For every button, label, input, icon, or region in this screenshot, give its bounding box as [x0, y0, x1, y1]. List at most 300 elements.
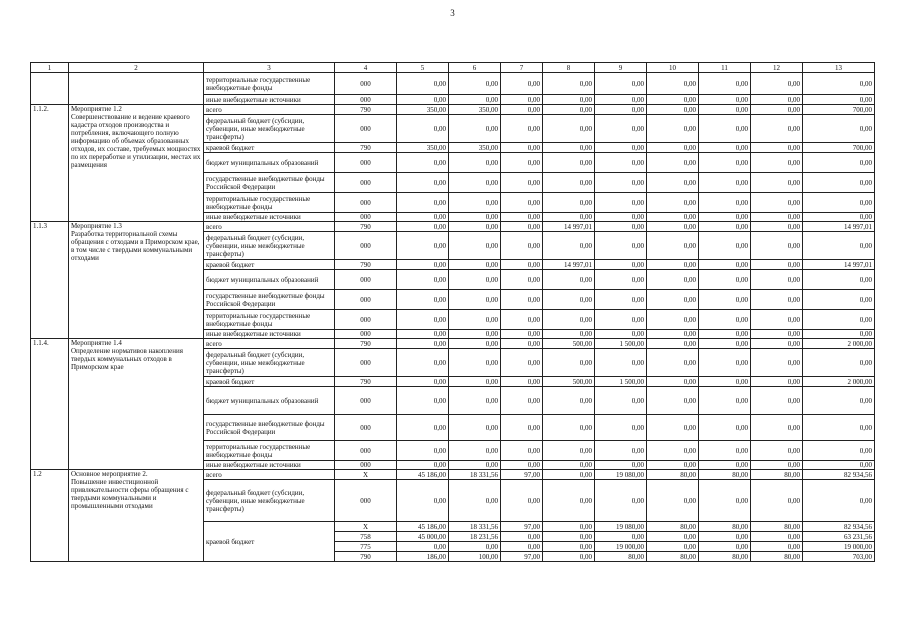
funding-source: иные внебюджетные источники — [204, 330, 335, 339]
amount-cell: 0,00 — [449, 387, 501, 415]
amount-cell: 0,00 — [501, 95, 543, 105]
amount-cell: 0,00 — [501, 349, 543, 377]
amount-cell: 0,00 — [501, 532, 543, 542]
amount-cell: 0,00 — [543, 532, 595, 542]
amount-cell: 0,00 — [803, 330, 875, 339]
funding-source: иные внебюджетные источники — [204, 461, 335, 470]
amount-cell: 0,00 — [647, 290, 699, 310]
amount-cell: 0,00 — [501, 387, 543, 415]
budget-code: 790 — [335, 222, 397, 232]
amount-cell: 0,00 — [501, 461, 543, 470]
amount-cell: 18 331,56 — [449, 470, 501, 480]
amount-cell: 0,00 — [543, 552, 595, 562]
budget-code: 000 — [335, 232, 397, 260]
amount-cell: 0,00 — [751, 173, 803, 193]
amount-cell: 0,00 — [543, 470, 595, 480]
amount-cell: 0,00 — [803, 461, 875, 470]
amount-cell: 0,00 — [803, 415, 875, 441]
amount-cell: 0,00 — [751, 310, 803, 330]
amount-cell: 18 231,56 — [449, 532, 501, 542]
amount-cell: 0,00 — [397, 95, 449, 105]
amount-cell: 0,00 — [501, 415, 543, 441]
amount-cell: 0,00 — [751, 532, 803, 542]
budget-code: 000 — [335, 173, 397, 193]
budget-code: 000 — [335, 115, 397, 143]
amount-cell: 80,00 — [647, 522, 699, 532]
amount-cell: 0,00 — [803, 480, 875, 522]
funding-source: всего — [204, 470, 335, 480]
amount-cell: 80,00 — [751, 470, 803, 480]
table-row — [31, 105, 875, 115]
amount-cell: 0,00 — [501, 480, 543, 522]
amount-cell: 0,00 — [501, 143, 543, 153]
amount-cell: 0,00 — [543, 153, 595, 173]
amount-cell: 0,00 — [751, 349, 803, 377]
item-number: 1.1.3 — [31, 222, 69, 339]
budget-code: 000 — [335, 95, 397, 105]
amount-cell: 350,00 — [449, 105, 501, 115]
amount-cell: 0,00 — [397, 310, 449, 330]
amount-cell: 500,00 — [543, 377, 595, 387]
amount-cell: 0,00 — [595, 153, 647, 173]
budget-code: 000 — [335, 213, 397, 222]
amount-cell: 0,00 — [699, 330, 751, 339]
column-header: 4 — [335, 63, 397, 73]
amount-cell: 0,00 — [647, 173, 699, 193]
amount-cell: 0,00 — [543, 232, 595, 260]
amount-cell: 18 331,56 — [449, 522, 501, 532]
funding-source: краевой бюджет — [204, 377, 335, 387]
amount-cell: 0,00 — [647, 310, 699, 330]
amount-cell: 0,00 — [449, 232, 501, 260]
amount-cell: 0,00 — [751, 143, 803, 153]
amount-cell: 14 997,01 — [803, 222, 875, 232]
item-number: 1.1.2. — [31, 105, 69, 222]
funding-source: федеральный бюджет (субсидии, субвенции, иные межбюджетные трансферты) — [204, 480, 335, 522]
amount-cell: 0,00 — [449, 290, 501, 310]
amount-cell: 0,00 — [647, 213, 699, 222]
amount-cell: 0,00 — [449, 193, 501, 213]
amount-cell: 0,00 — [543, 213, 595, 222]
amount-cell: 97,00 — [501, 552, 543, 562]
amount-cell: 0,00 — [647, 115, 699, 143]
amount-cell: 0,00 — [751, 213, 803, 222]
amount-cell: 0,00 — [595, 115, 647, 143]
funding-source: иные внебюджетные источники — [204, 213, 335, 222]
budget-code: 000 — [335, 330, 397, 339]
amount-cell: 0,00 — [397, 441, 449, 461]
amount-cell: 82 934,56 — [803, 522, 875, 532]
amount-cell: 0,00 — [397, 232, 449, 260]
amount-cell: 0,00 — [647, 153, 699, 173]
amount-cell: 0,00 — [449, 95, 501, 105]
amount-cell: 0,00 — [501, 115, 543, 143]
amount-cell: 0,00 — [751, 222, 803, 232]
amount-cell: 0,00 — [803, 193, 875, 213]
amount-cell: 0,00 — [543, 73, 595, 95]
funding-source: всего — [204, 339, 335, 349]
column-header: 6 — [449, 63, 501, 73]
budget-code: 790 — [335, 143, 397, 153]
amount-cell: 0,00 — [803, 349, 875, 377]
amount-cell: 0,00 — [397, 349, 449, 377]
cont-num-cell — [31, 73, 69, 105]
amount-cell: 0,00 — [501, 270, 543, 290]
amount-cell: 0,00 — [699, 310, 751, 330]
amount-cell: 80,00 — [647, 552, 699, 562]
amount-cell: 0,00 — [449, 415, 501, 441]
amount-cell: 0,00 — [543, 542, 595, 552]
amount-cell: 0,00 — [501, 339, 543, 349]
amount-cell: 2 000,00 — [803, 377, 875, 387]
amount-cell: 0,00 — [751, 153, 803, 173]
amount-cell: 0,00 — [699, 542, 751, 552]
amount-cell: 703,00 — [803, 552, 875, 562]
budget-code: 000 — [335, 270, 397, 290]
amount-cell: 0,00 — [397, 222, 449, 232]
amount-cell: 0,00 — [449, 349, 501, 377]
budget-code: 000 — [335, 193, 397, 213]
amount-cell: 0,00 — [501, 232, 543, 260]
amount-cell: 0,00 — [595, 95, 647, 105]
amount-cell: 0,00 — [543, 193, 595, 213]
funding-source: государственные внебюджетные фонды Российской Федерации — [204, 415, 335, 441]
amount-cell: 0,00 — [751, 270, 803, 290]
funding-source: территориальные государственные внебюджетные фонды — [204, 193, 335, 213]
amount-cell: 0,00 — [595, 222, 647, 232]
amount-cell: 0,00 — [751, 260, 803, 270]
amount-cell: 19 080,00 — [595, 522, 647, 532]
amount-cell: 0,00 — [397, 73, 449, 95]
amount-cell: 0,00 — [803, 115, 875, 143]
amount-cell: 0,00 — [397, 173, 449, 193]
amount-cell: 0,00 — [501, 330, 543, 339]
amount-cell: 80,00 — [647, 470, 699, 480]
amount-cell: 0,00 — [699, 480, 751, 522]
amount-cell: 0,00 — [397, 339, 449, 349]
amount-cell: 0,00 — [699, 290, 751, 310]
amount-cell: 0,00 — [449, 222, 501, 232]
amount-cell: 0,00 — [699, 270, 751, 290]
amount-cell: 0,00 — [699, 105, 751, 115]
amount-cell: 0,00 — [803, 213, 875, 222]
amount-cell: 0,00 — [751, 441, 803, 461]
amount-cell: 0,00 — [699, 387, 751, 415]
amount-cell: 0,00 — [397, 270, 449, 290]
amount-cell: 0,00 — [449, 153, 501, 173]
amount-cell: 0,00 — [501, 73, 543, 95]
amount-cell: 0,00 — [449, 441, 501, 461]
table-row — [31, 339, 875, 349]
funding-source: бюджет муниципальных образований — [204, 387, 335, 415]
column-header: 12 — [751, 63, 803, 73]
amount-cell: 0,00 — [647, 480, 699, 522]
item-name: Основное мероприятие 2. Повышение инвестиционной привлекательности сферы обращения с твердыми коммунальными и промышленными отходами — [69, 470, 204, 562]
amount-cell: 97,00 — [501, 470, 543, 480]
amount-cell: 0,00 — [397, 461, 449, 470]
amount-cell: 0,00 — [595, 387, 647, 415]
amount-cell: 0,00 — [803, 73, 875, 95]
funding-source: бюджет муниципальных образований — [204, 153, 335, 173]
cont-name-cell — [69, 73, 204, 105]
amount-cell: 0,00 — [699, 73, 751, 95]
budget-code: 790 — [335, 105, 397, 115]
amount-cell: 0,00 — [699, 232, 751, 260]
budget-code: 000 — [335, 461, 397, 470]
amount-cell: 0,00 — [543, 415, 595, 441]
header-row — [31, 63, 875, 73]
budget-code: X — [335, 522, 397, 532]
amount-cell: 0,00 — [501, 213, 543, 222]
amount-cell: 0,00 — [647, 339, 699, 349]
amount-cell: 0,00 — [449, 260, 501, 270]
amount-cell: 0,00 — [501, 193, 543, 213]
amount-cell: 0,00 — [803, 441, 875, 461]
amount-cell: 0,00 — [543, 330, 595, 339]
funding-source: иные внебюджетные источники — [204, 95, 335, 105]
amount-cell: 0,00 — [699, 377, 751, 387]
funding-source: территориальные государственные внебюджетные фонды — [204, 441, 335, 461]
table-row — [31, 73, 875, 95]
amount-cell: 0,00 — [699, 95, 751, 105]
amount-cell: 0,00 — [595, 415, 647, 441]
amount-cell: 19 080,00 — [595, 470, 647, 480]
amount-cell: 0,00 — [543, 290, 595, 310]
amount-cell: 45 186,00 — [397, 522, 449, 532]
item-name: Мероприятие 1.3 Разработка территориальной схемы обращения с отходами в Приморском крае, в том числе с твердыми коммунальными отходами — [69, 222, 204, 339]
amount-cell: 0,00 — [699, 349, 751, 377]
amount-cell: 0,00 — [501, 105, 543, 115]
amount-cell: 0,00 — [751, 105, 803, 115]
amount-cell: 0,00 — [699, 173, 751, 193]
amount-cell: 0,00 — [449, 173, 501, 193]
amount-cell: 100,00 — [449, 552, 501, 562]
amount-cell: 0,00 — [751, 193, 803, 213]
amount-cell: 0,00 — [449, 461, 501, 470]
amount-cell: 0,00 — [803, 290, 875, 310]
amount-cell: 0,00 — [647, 532, 699, 542]
amount-cell: 0,00 — [397, 480, 449, 522]
amount-cell: 0,00 — [751, 95, 803, 105]
amount-cell: 0,00 — [647, 73, 699, 95]
amount-cell: 0,00 — [595, 213, 647, 222]
amount-cell: 0,00 — [449, 330, 501, 339]
amount-cell: 19 000,00 — [803, 542, 875, 552]
amount-cell: 0,00 — [751, 461, 803, 470]
amount-cell: 0,00 — [543, 270, 595, 290]
amount-cell: 0,00 — [449, 339, 501, 349]
amount-cell: 0,00 — [699, 532, 751, 542]
amount-cell: 14 997,01 — [803, 260, 875, 270]
item-number: 1.1.4. — [31, 339, 69, 470]
amount-cell: 0,00 — [543, 105, 595, 115]
funding-source: федеральный бюджет (субсидии, субвенции, иные межбюджетные трансферты) — [204, 349, 335, 377]
amount-cell: 0,00 — [803, 95, 875, 105]
amount-cell: 0,00 — [397, 415, 449, 441]
amount-cell: 0,00 — [501, 310, 543, 330]
amount-cell: 0,00 — [803, 173, 875, 193]
amount-cell: 0,00 — [751, 339, 803, 349]
amount-cell: 0,00 — [699, 143, 751, 153]
amount-cell: 0,00 — [647, 377, 699, 387]
amount-cell: 80,00 — [751, 522, 803, 532]
amount-cell: 0,00 — [595, 349, 647, 377]
amount-cell: 0,00 — [647, 349, 699, 377]
amount-cell: 0,00 — [647, 143, 699, 153]
budget-code: 790 — [335, 260, 397, 270]
amount-cell: 350,00 — [397, 143, 449, 153]
funding-source: федеральный бюджет (субсидии, субвенции, иные межбюджетные трансферты) — [204, 115, 335, 143]
amount-cell: 0,00 — [501, 173, 543, 193]
amount-cell: 0,00 — [501, 377, 543, 387]
amount-cell: 0,00 — [543, 115, 595, 143]
amount-cell: 0,00 — [647, 542, 699, 552]
item-name: Мероприятие 1.4 Определение нормативов накопления твердых коммунальных отходов в Приморском крае — [69, 339, 204, 470]
amount-cell: 0,00 — [699, 193, 751, 213]
funding-source: всего — [204, 222, 335, 232]
amount-cell: 0,00 — [449, 213, 501, 222]
item-number: 1.2 — [31, 470, 69, 562]
funding-source: федеральный бюджет (субсидии, субвенции, иные межбюджетные трансферты) — [204, 232, 335, 260]
budget-code: 790 — [335, 552, 397, 562]
budget-code: 758 — [335, 532, 397, 542]
amount-cell: 0,00 — [595, 290, 647, 310]
amount-cell: 0,00 — [595, 532, 647, 542]
funding-source: государственные внебюджетные фонды Российской Федерации — [204, 290, 335, 310]
amount-cell: 0,00 — [595, 330, 647, 339]
amount-cell: 14 997,01 — [543, 222, 595, 232]
amount-cell: 700,00 — [803, 105, 875, 115]
amount-cell: 0,00 — [595, 441, 647, 461]
amount-cell: 0,00 — [543, 480, 595, 522]
amount-cell: 0,00 — [543, 387, 595, 415]
budget-code: 000 — [335, 441, 397, 461]
amount-cell: 0,00 — [501, 222, 543, 232]
amount-cell: 350,00 — [397, 105, 449, 115]
funding-source: краевой бюджет — [204, 143, 335, 153]
amount-cell: 0,00 — [595, 173, 647, 193]
amount-cell: 0,00 — [751, 73, 803, 95]
amount-cell: 0,00 — [803, 270, 875, 290]
budget-code: 000 — [335, 387, 397, 415]
amount-cell: 0,00 — [647, 105, 699, 115]
amount-cell: 0,00 — [647, 330, 699, 339]
amount-cell: 0,00 — [803, 387, 875, 415]
amount-cell: 0,00 — [647, 270, 699, 290]
amount-cell: 97,00 — [501, 522, 543, 532]
amount-cell: 45 186,00 — [397, 470, 449, 480]
amount-cell: 0,00 — [397, 377, 449, 387]
amount-cell: 0,00 — [699, 461, 751, 470]
funding-source: территориальные государственные внебюджетные фонды — [204, 73, 335, 95]
amount-cell: 0,00 — [647, 441, 699, 461]
amount-cell: 80,00 — [699, 552, 751, 562]
amount-cell: 0,00 — [595, 260, 647, 270]
amount-cell: 0,00 — [449, 270, 501, 290]
amount-cell: 350,00 — [449, 143, 501, 153]
amount-cell: 0,00 — [595, 310, 647, 330]
funding-source: краевой бюджет — [204, 260, 335, 270]
table-row — [31, 222, 875, 232]
amount-cell: 0,00 — [751, 377, 803, 387]
amount-cell: 0,00 — [543, 461, 595, 470]
amount-cell: 0,00 — [397, 330, 449, 339]
table-row — [31, 470, 875, 480]
amount-cell: 0,00 — [449, 480, 501, 522]
amount-cell: 700,00 — [803, 143, 875, 153]
column-header: 3 — [204, 63, 335, 73]
budget-code: X — [335, 470, 397, 480]
amount-cell: 0,00 — [647, 95, 699, 105]
amount-cell: 1 500,00 — [595, 339, 647, 349]
amount-cell: 0,00 — [595, 193, 647, 213]
amount-cell: 0,00 — [647, 461, 699, 470]
amount-cell: 0,00 — [751, 542, 803, 552]
budget-code: 000 — [335, 290, 397, 310]
amount-cell: 0,00 — [543, 522, 595, 532]
amount-cell: 0,00 — [699, 213, 751, 222]
amount-cell: 0,00 — [751, 330, 803, 339]
budget-code: 790 — [335, 377, 397, 387]
budget-code: 000 — [335, 349, 397, 377]
column-header: 5 — [397, 63, 449, 73]
column-header: 7 — [501, 63, 543, 73]
amount-cell: 0,00 — [751, 480, 803, 522]
amount-cell: 500,00 — [543, 339, 595, 349]
amount-cell: 0,00 — [803, 232, 875, 260]
amount-cell: 0,00 — [501, 260, 543, 270]
amount-cell: 0,00 — [647, 387, 699, 415]
column-header: 2 — [69, 63, 204, 73]
amount-cell: 14 997,01 — [543, 260, 595, 270]
amount-cell: 0,00 — [699, 441, 751, 461]
amount-cell: 0,00 — [751, 115, 803, 143]
column-header: 10 — [647, 63, 699, 73]
amount-cell: 0,00 — [397, 115, 449, 143]
column-header: 13 — [803, 63, 875, 73]
amount-cell: 0,00 — [699, 339, 751, 349]
amount-cell: 0,00 — [543, 441, 595, 461]
amount-cell: 0,00 — [595, 105, 647, 115]
amount-cell: 0,00 — [397, 387, 449, 415]
amount-cell: 0,00 — [595, 270, 647, 290]
amount-cell: 0,00 — [501, 290, 543, 310]
amount-cell: 0,00 — [543, 173, 595, 193]
item-name: Мероприятие 1.2 Совершенствование и ведение краевого кадастра отходов производства и потребления, включающего полную информацию об объемах образованных отходов, их составе, требуемых мощностях по их переработке и утилизации, местах их размещения — [69, 105, 204, 222]
amount-cell: 0,00 — [803, 310, 875, 330]
amount-cell: 0,00 — [751, 387, 803, 415]
amount-cell: 0,00 — [751, 415, 803, 441]
amount-cell: 0,00 — [595, 480, 647, 522]
amount-cell: 0,00 — [501, 153, 543, 173]
amount-cell: 45 000,00 — [397, 532, 449, 542]
amount-cell: 0,00 — [647, 193, 699, 213]
budget-code: 000 — [335, 310, 397, 330]
table-body — [31, 63, 875, 562]
amount-cell: 0,00 — [543, 310, 595, 330]
column-header: 9 — [595, 63, 647, 73]
budget-code: 000 — [335, 480, 397, 522]
funding-source: территориальные государственные внебюджетные фонды — [204, 310, 335, 330]
funding-source: краевой бюджет — [204, 522, 335, 562]
amount-cell: 0,00 — [699, 153, 751, 173]
page-number: 3 — [450, 8, 455, 18]
amount-cell: 80,00 — [699, 470, 751, 480]
amount-cell: 0,00 — [449, 377, 501, 387]
amount-cell: 186,00 — [397, 552, 449, 562]
amount-cell: 0,00 — [647, 222, 699, 232]
amount-cell: 0,00 — [543, 143, 595, 153]
